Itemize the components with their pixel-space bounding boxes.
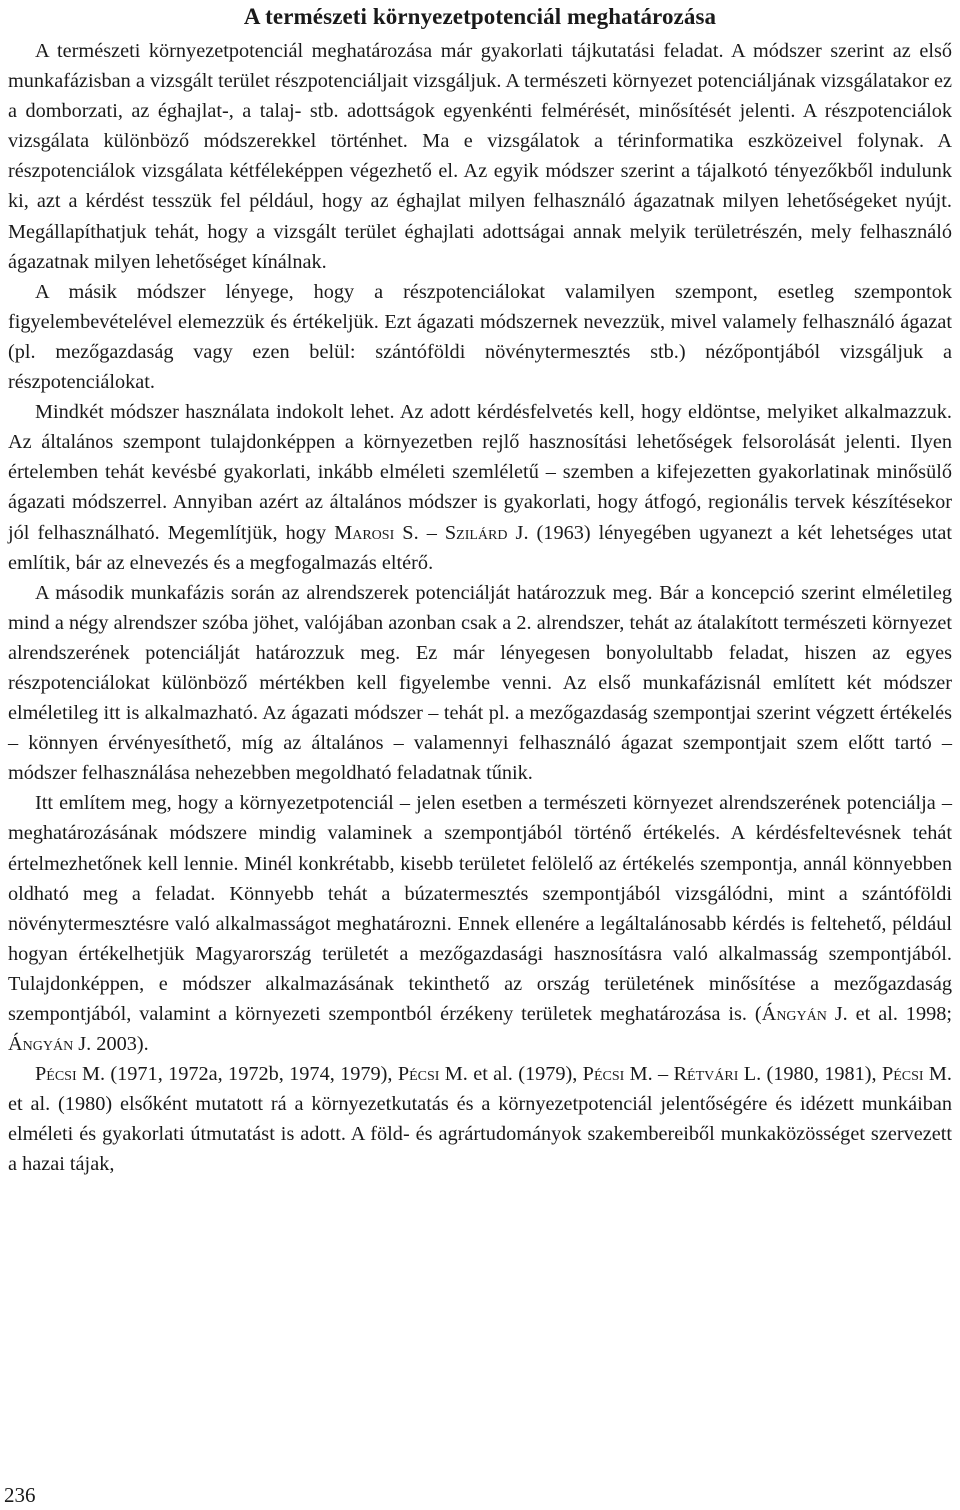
paragraph-1: A természeti környezetpotenciál meghatározása már gyakorlati tájkutatási feladat. A módszer szerint az első munkafázisban a vizsgált terület részpotenciáljait vizsgáljuk. A természeti környezet potenciáljának vizsgálatakor ez a domborzati, az éghajlat-, a talaj- stb. adottságok egyenkénti felmérését, minősítését jelenti. A részpotenciálok vizsgálata különböző módszerekkel történhet. Ma e vizsgálatok a térinformatika eszközeivel folynak. A részpotenciálok vizsgálata kétféleképpen végezhető el. Az egyik módszer szerint a tájalkotó tényezőkből indulunk ki, azt a kérdést tesszük fel például, hogy az éghajlat milyen felhasználó ágazatnak milyen lehetőségeket nyújt. Megállapíthatjuk tehát, hogy a vizsgált terület éghajlati adottságai annak melyik területrészén, mely felhasználó ágazatnak milyen lehetőséget kínálnak.: [8, 40, 952, 273]
paragraph-6: Pécsi M. (1971, 1972a, 1972b, 1974, 1979), Pécsi M. et al. (1979), Pécsi M. – Rétvári L. (1980, 1981), Pécsi M. et al. (1980) elsőként mutatott rá a környezetkutatás és a környezetpotenciál jelentőségére és idézett munkáiban elméleti és gyakorlati útmutatást is adott. A föld- és agrártudományok szakembereiből munkaközösséget szervezett a hazai tájak,: [8, 1063, 952, 1176]
paragraph-5: Itt említem meg, hogy a környezetpotenciál – jelen esetben a természeti környezet alrendszerének potenciálja – meghatározásának módszere mindig valaminek a szempontjából történő értékelés. A kérdésfeltevésnek tehát értelmezhetőnek kell lennie. Minél konkrétabb, kisebb területet felölelő az értékelés szempontja, annál könnyebben oldható meg a feladat. Könnyebb tehát a búzatermesztés szempontjából vizsgálódni, mint a szántóföldi növénytermesztésre való alkalmasságot meghatározni. Ennek ellenére a legáltalánosabb kérdés is feltehető, például hogyan értékelhetjük Magyarország területét a mezőgazdasági hasznosításra való alkalmasság szempontjából. Tulajdonképpen, e módszer alkalmazásának tekinthető az ország területének minősítése a mezőgazdaság szempontjából, valamint a környezeti szempontból érzékeny területek meghatározása is. (Ángyán J. et al. 1998; Ángyán J. 2003).: [8, 792, 952, 1056]
paragraph-2: A másik módszer lényege, hogy a részpotenciálokat valamilyen szempont, esetleg szempontok figyelembevételével elemezzük és értékeljük. Ezt ágazati módszernek nevezzük, mivel valamely felhasználó ágazat (pl. mezőgazdaság vagy ezen belül: szántóföldi növénytermesztés stb.) nézőpontjából vizsgáljuk a részpotenciálokat.: [8, 280, 952, 394]
paragraph-3: Mindkét módszer használata indokolt lehet. Az adott kérdésfelvetés kell, hogy eldöntse, melyiket alkalmazzuk. Az általános szempont tulajdonképpen a környezetben rejlő hasznosítási lehetőségek felsorolását jelenti. Ilyen értelemben tehát kevésbé gyakorlati, inkább elméleti szemléletű – szemben a kifejezetten gyakorlatinak minősülő ágazati módszerrel. Annyiban azért az általános módszer is gyakorlati, hogy átfogó, regionális tervek készítésekor jól felhasználható. Megemlítjük, hogy Marosi S. – Szilárd J. (1963) lényegében ugyanezt a két lehetséges utat említik, bár az elnevezés és a megfogalmazás eltérő.: [8, 401, 952, 574]
document-page: [8, 0, 952, 1180]
paragraph-4: A második munkafázis során az alrendszerek potenciálját határozzuk meg. Bár a koncepció szerint elméletileg mind a négy alrendszer szóba jöhet, valójában azonban csak a 2. alrendszer, tehát az átalakított természeti környezet alrendszerének potenciálját határozzuk meg. Ez már lényegesen bonyolultabb feladat, hiszen az egyes részpotenciálokat különböző mértékben kell figyelembe venni. Az első munkafázisnál említett két módszer elméletileg itt is alkalmazható. Az ágazati módszer – tehát pl. a mezőgazdaság szempontjai szerint végzett értékelés – könnyen érvényesíthető, míg az általános – valamennyi felhasználó ágazat szempontjait szem előtt tartó – módszer felhasználása nehezebben megoldható feladatnak tűnik.: [8, 581, 952, 785]
page-title: A természeti környezetpotenciál meghatározása: [243, 4, 717, 29]
page-number: 236: [4, 1483, 36, 1507]
